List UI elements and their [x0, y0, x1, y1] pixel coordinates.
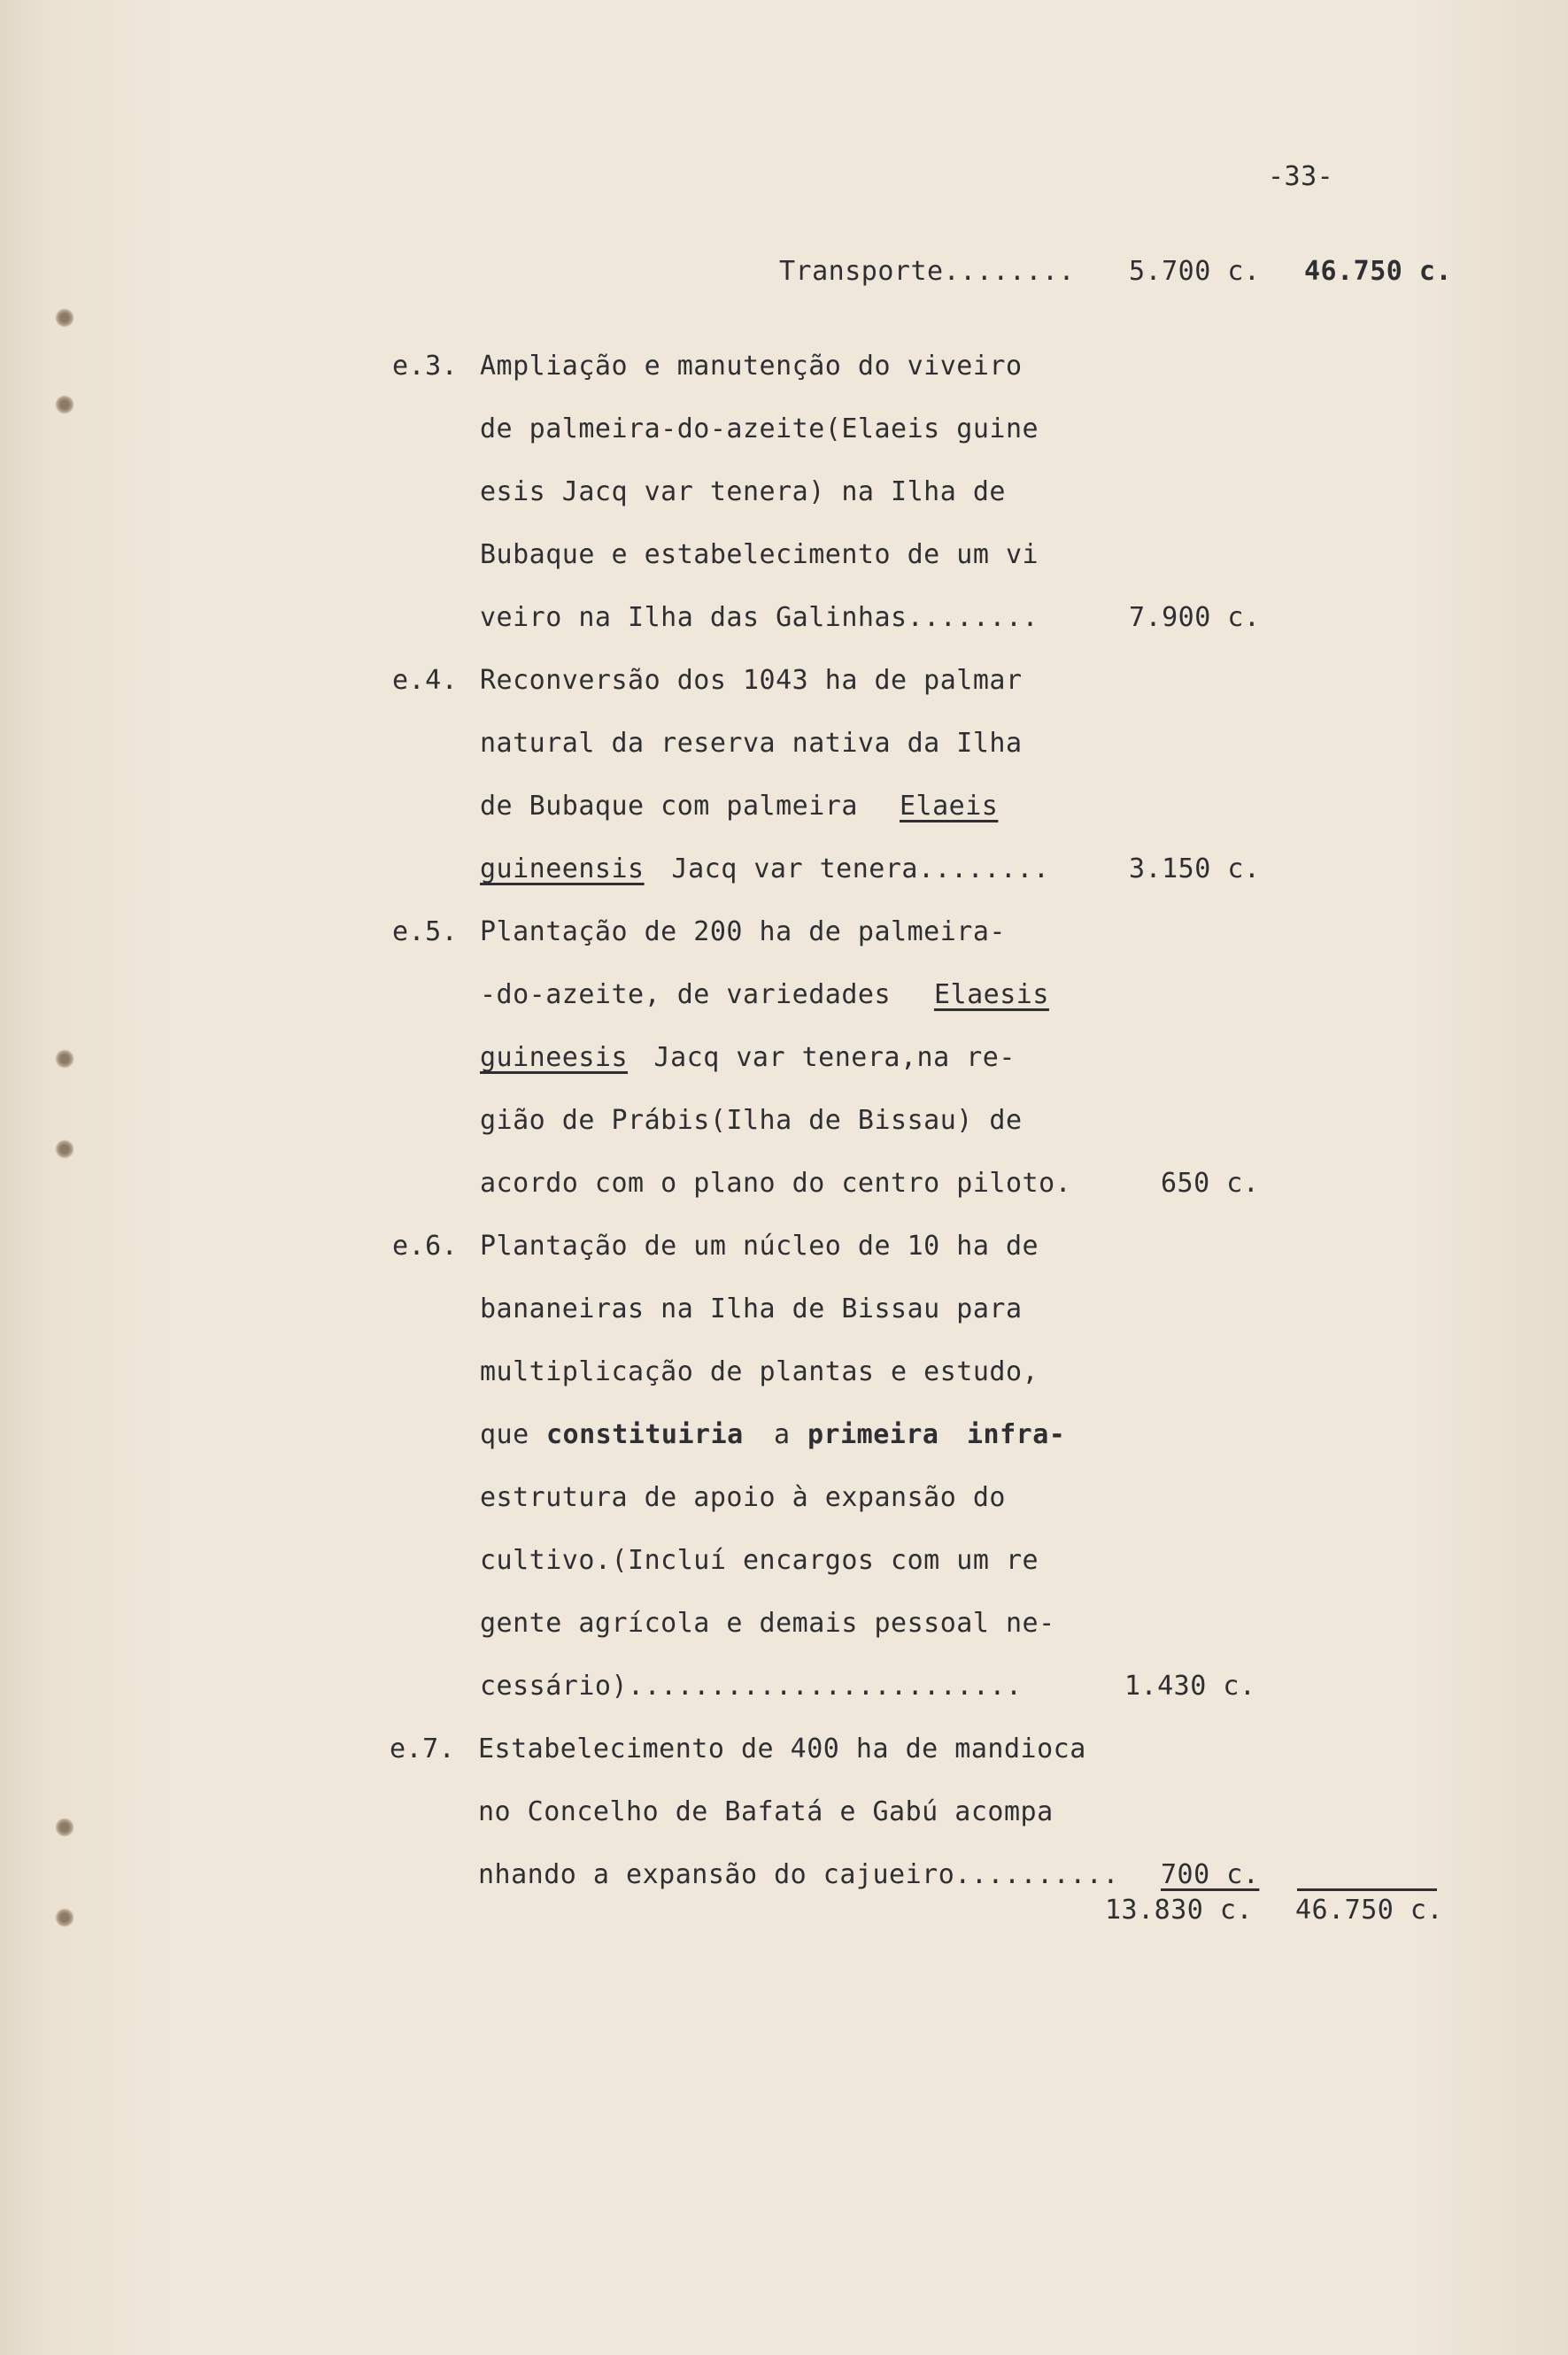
binder-hole	[55, 1818, 74, 1837]
binder-hole	[55, 308, 74, 328]
species-name: guineensis	[480, 853, 645, 884]
item-line: multiplicação de plantas e estudo,	[480, 1356, 1039, 1387]
item-code: e.5.	[392, 916, 459, 947]
species-name: guineesis	[480, 1042, 629, 1073]
item-line: de palmeira-do-azeite(Elaeis guine	[480, 413, 1039, 444]
item-line: esis Jacq var tenera) na Ilha de	[480, 476, 1006, 507]
item-line: veiro na Ilha das Galinhas........	[480, 602, 1039, 633]
emphasized-word: primeira	[807, 1419, 939, 1450]
item-line: Bubaque e estabelecimento de um vi	[480, 539, 1039, 570]
item-amount: 3.150 c.	[1129, 853, 1261, 884]
item-line: -do-azeite, de variedades	[480, 979, 892, 1010]
item-line: estrutura de apoio à expansão do	[480, 1482, 1006, 1513]
emphasized-word: constituiria	[546, 1419, 744, 1450]
item-line: cessário)........................	[480, 1671, 1023, 1702]
item-line: natural da reserva nativa da Ilha	[480, 728, 1023, 759]
item-amount: 1.430 c.	[1124, 1671, 1256, 1702]
transport-label: Transporte........	[779, 256, 1076, 287]
item-line: que	[480, 1419, 529, 1450]
item-code: e.6.	[392, 1231, 459, 1262]
species-name: Elaeis	[900, 791, 999, 822]
item-line: de Bubaque com palmeira	[480, 791, 858, 822]
total-rule	[1297, 1888, 1437, 1891]
item-line: no Concelho de Bafatá e Gabú acompa	[478, 1796, 1054, 1827]
emphasized-word: infra-	[967, 1419, 1066, 1450]
transport-subtotal: 5.700 c.	[1129, 256, 1261, 287]
binder-hole	[55, 1139, 74, 1159]
item-line: bananeiras na Ilha de Bissau para	[480, 1293, 1023, 1324]
item-amount: 700 c.	[1161, 1859, 1260, 1890]
item-line: gião de Prábis(Ilha de Bissau) de	[480, 1105, 1023, 1136]
item-line: a	[774, 1419, 791, 1450]
item-line: Jacq var tenera,na re-	[637, 1042, 1016, 1073]
item-line: gente agrícola e demais pessoal ne-	[480, 1608, 1055, 1639]
item-line: Estabelecimento de 400 ha de mandioca	[478, 1733, 1086, 1764]
item-line: nhando a expansão do cajueiro..........	[478, 1859, 1119, 1890]
item-code: e.7.	[390, 1733, 456, 1764]
item-line: Plantação de 200 ha de palmeira-	[480, 916, 1006, 947]
item-line: Ampliação e manutenção do viveiro	[480, 351, 1023, 382]
item-line: cultivo.(Incluí encargos com um re	[480, 1545, 1039, 1576]
species-name: Elaesis	[934, 979, 1049, 1010]
final-total: 46.750 c.	[1295, 1895, 1444, 1926]
item-code: e.4.	[392, 665, 459, 696]
transport-total: 46.750 c.	[1304, 256, 1453, 287]
item-line: Jacq var tenera........	[655, 853, 1050, 884]
item-amount: 650 c.	[1161, 1168, 1260, 1199]
binder-hole	[55, 1049, 74, 1069]
item-line: acordo com o plano do centro piloto.	[480, 1168, 1072, 1199]
page-number: -33-	[1268, 161, 1334, 192]
item-code: e.3.	[392, 351, 459, 382]
item-amount: 7.900 c.	[1129, 602, 1261, 633]
binder-hole	[55, 1908, 74, 1927]
item-line: Plantação de um núcleo de 10 ha de	[480, 1231, 1039, 1262]
item-line: Reconversão dos 1043 ha de palmar	[480, 665, 1023, 696]
final-subtotal: 13.830 c.	[1105, 1895, 1254, 1926]
binder-hole	[55, 395, 74, 414]
